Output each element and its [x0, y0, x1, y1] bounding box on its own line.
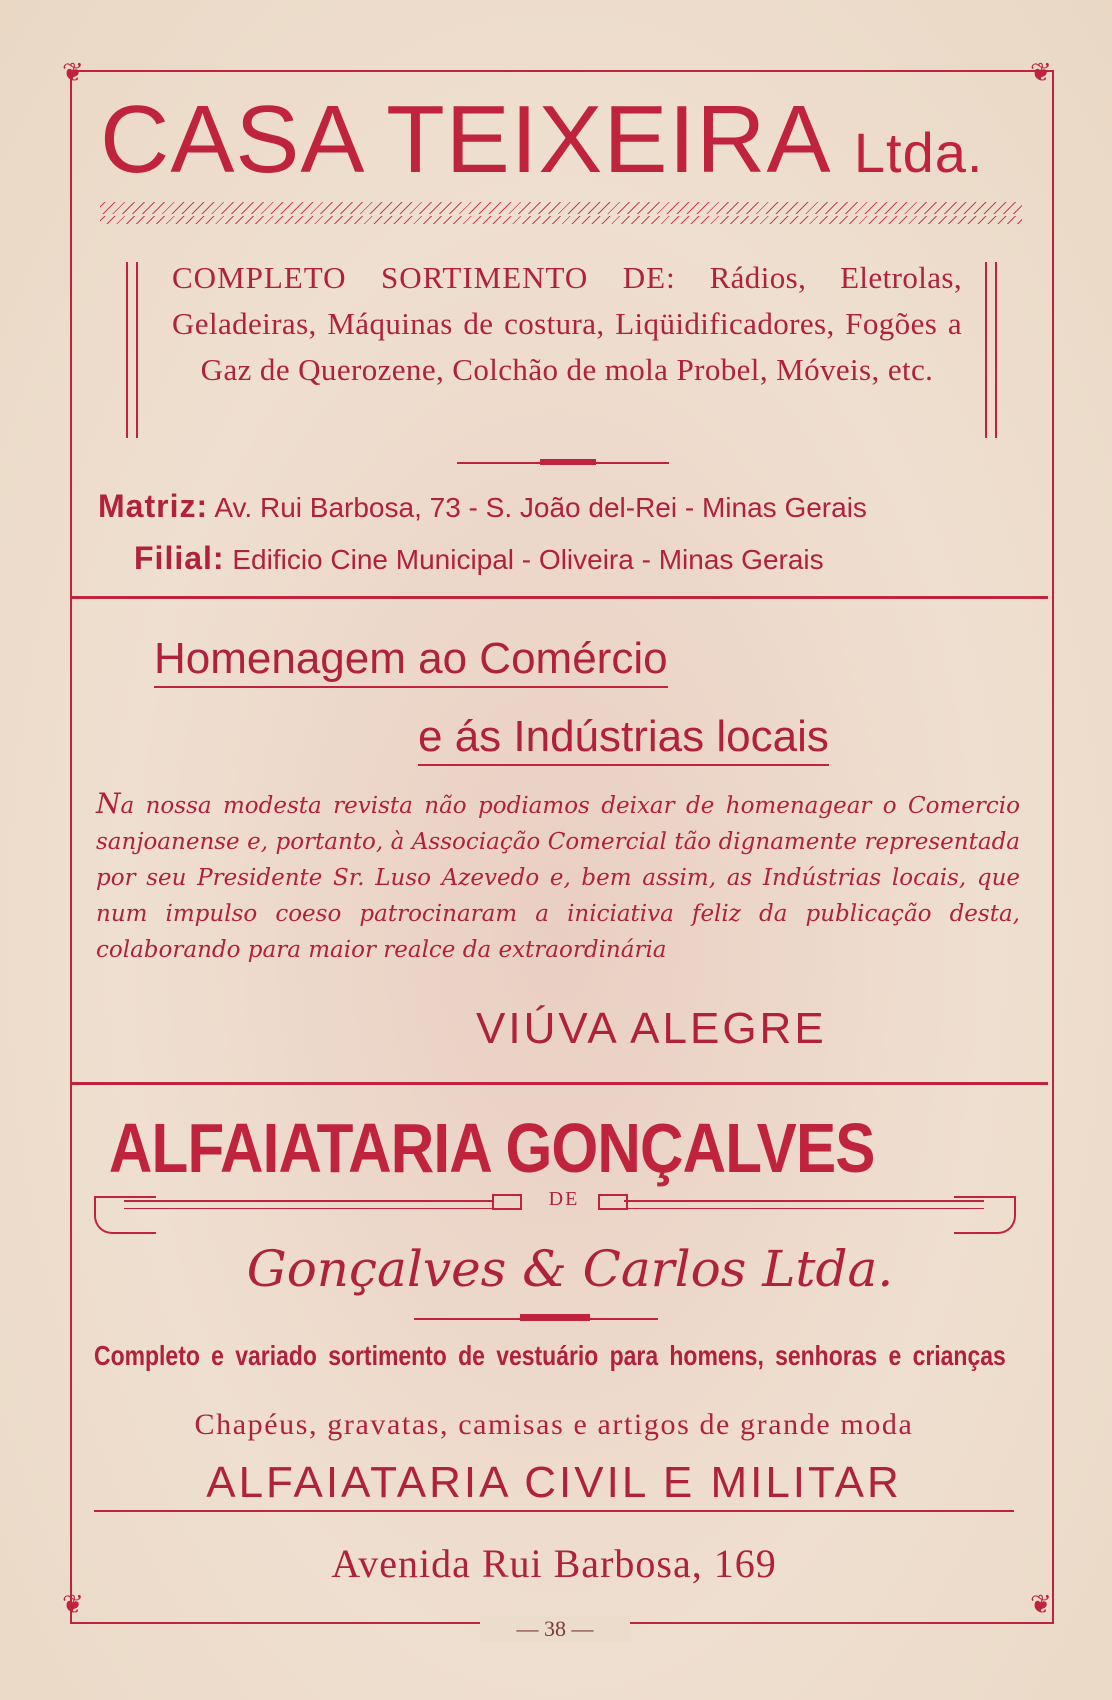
filial-address: Edificio Cine Municipal - Oliveira - Minas Gerais — [232, 544, 824, 575]
de-label: DE — [548, 1188, 580, 1210]
sortimento-lead: COMPLETO SORTIMENTO DE: — [172, 260, 676, 295]
corner-ornament-icon: ❦ — [62, 1590, 84, 1620]
filial-line — [134, 540, 824, 577]
section-divider — [70, 1082, 1048, 1085]
matriz-label: Matriz: — [98, 488, 209, 524]
homenagem-initial: N — [96, 787, 121, 820]
casa-teixeira-title — [100, 86, 1020, 193]
ornament-rule — [124, 1200, 494, 1209]
alfaiataria-title: ALFAIATARIA GONÇALVES — [108, 1109, 875, 1187]
de-ornament-row — [94, 1186, 1016, 1230]
page-number: — 38 — — [480, 1616, 630, 1642]
section-divider — [70, 596, 1048, 599]
casa-teixeira-suffix: Ltda. — [853, 121, 984, 184]
alfaiataria-items: Chapéus, gravatas, camisas e artigos de grande moda — [194, 1408, 914, 1441]
matriz-line — [98, 488, 867, 525]
casa-teixeira-name: CASA TEIXEIRA — [100, 86, 827, 193]
homenagem-title-line2: e ás Indústrias locais — [418, 712, 829, 766]
wavy-rule — [100, 216, 1022, 224]
matriz-address: Av. Rui Barbosa, 73 - S. João del-Rei - Minas Gerais — [214, 492, 867, 523]
double-rule-right — [985, 262, 997, 438]
box-ornament-icon — [492, 1194, 522, 1210]
alfaiataria-civil-militar: ALFAIATARIA CIVIL E MILITAR — [94, 1458, 1014, 1512]
alfaiataria-tagline: Completo e variado sortimento de vestuário para homens, senhoras e crianças — [94, 1340, 1006, 1371]
homenagem-title-line1: Homenagem ao Comércio — [154, 634, 668, 688]
corner-ornament-icon: ❦ — [62, 58, 84, 88]
homenagem-signature: VIÚVA ALEGRE — [476, 1004, 827, 1053]
company-name: Gonçalves & Carlos Ltda. — [246, 1240, 894, 1298]
bracket-ornament-icon — [954, 1196, 1016, 1234]
corner-ornament-icon: ❦ — [1030, 1590, 1052, 1620]
divider-bold — [540, 459, 596, 465]
corner-ornament-icon: ❦ — [1030, 58, 1052, 88]
sortimento-items: Rádios, Eletrolas, Geladeiras, Máquinas de costura, Liqüidificadores, Fogões a Gaz de Querozene, Colchão de mola Probel, Móveis, etc. — [172, 260, 963, 387]
wavy-rule — [100, 202, 1022, 214]
filial-label: Filial: — [134, 540, 225, 576]
homenagem-body — [96, 786, 1020, 968]
ornament-rule — [624, 1200, 984, 1209]
sortimento-text — [172, 255, 962, 393]
divider-bold — [520, 1314, 590, 1321]
homenagem-body-text: a nossa modesta revista não podiamos deixar de homenagear o Comercio sanjoanense e, portanto, à Associação Comercial tão dignamente representada por seu Presidente Sr. Luso Azevedo e, bem assim, as Indústrias locais, que num impulso coeso patrocinaram a iniciativa feliz da publicação desta, colaborando para maior realce da extraordinária — [96, 793, 1020, 963]
double-rule-left — [126, 262, 138, 438]
alfaiataria-address: Avenida Rui Barbosa, 169 — [331, 1541, 777, 1586]
